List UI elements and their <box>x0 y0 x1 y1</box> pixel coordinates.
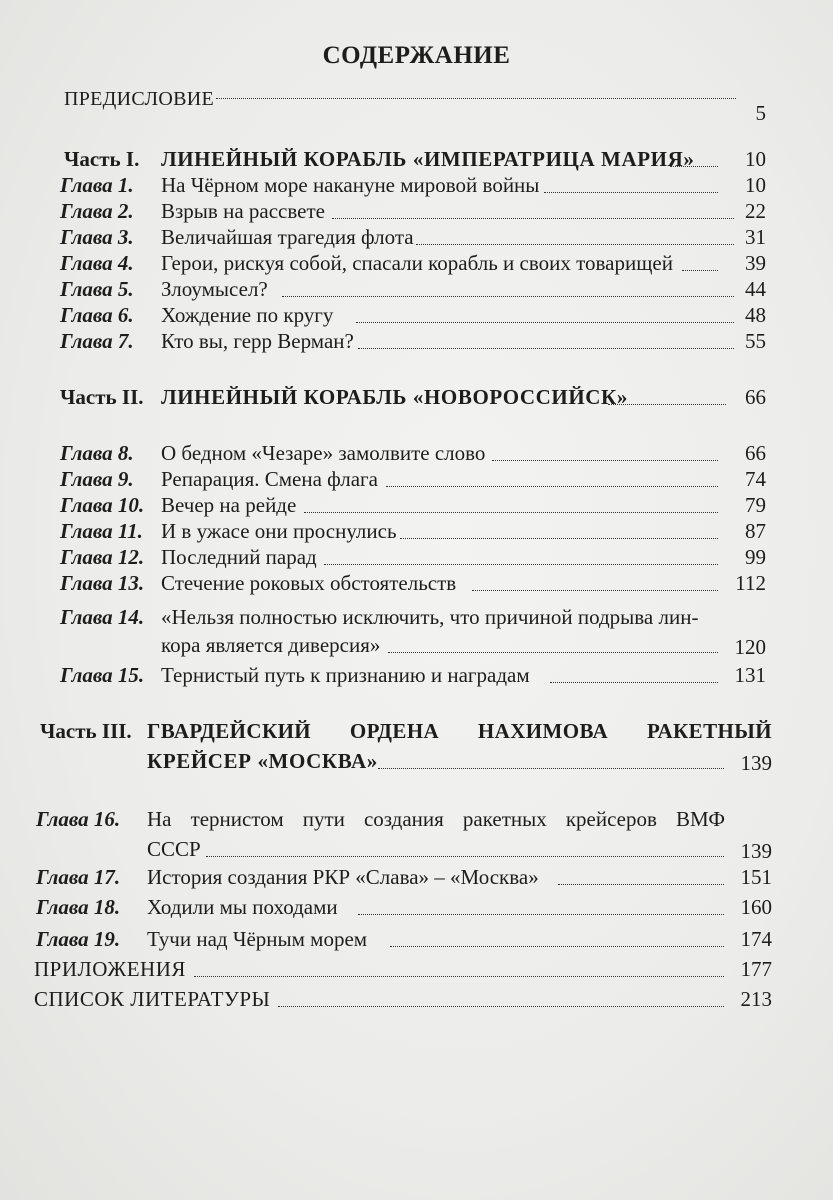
toc-chapter <box>60 492 766 520</box>
chapter-title: О бедном «Чезаре» замолвите слово <box>161 441 486 465</box>
chapter-title: Злоумысел? <box>161 277 268 301</box>
chapter-page: 174 <box>740 927 772 951</box>
dot-leader <box>216 98 736 99</box>
chapter-page: 74 <box>745 467 766 491</box>
toc-preface-title: ПРЕДИСЛОВИЕ <box>64 88 215 110</box>
chapter-label: Глава 12. <box>60 545 145 569</box>
part-label: Часть III. <box>40 719 132 743</box>
part-title-word: НАХИМОВА <box>477 719 609 743</box>
part-label: Часть II. <box>60 385 144 409</box>
chapter-title: Стечение роковых обстоятельств <box>161 571 457 595</box>
chapter-title: Вечер на рейде <box>161 493 297 517</box>
chapter-label: Глава 16. <box>36 807 121 831</box>
chapter-title-line1 <box>147 806 725 832</box>
toc-appendices <box>34 956 772 984</box>
toc-chapter <box>60 250 766 278</box>
part-page: 66 <box>745 385 766 409</box>
chapter-label: Глава 4. <box>60 251 134 275</box>
chapter-title: Репарация. Смена флага <box>161 467 378 491</box>
toc-chapter <box>60 466 766 494</box>
chapter-title: Взрыв на рассвете <box>161 199 325 223</box>
chapter-label: Глава 18. <box>36 895 121 919</box>
toc-chapter <box>60 518 766 546</box>
toc-chapter <box>60 328 766 356</box>
dot-leader <box>400 538 718 539</box>
toc-chapter <box>60 544 766 572</box>
toc-chapter <box>60 662 766 690</box>
part-page: 139 <box>740 751 772 775</box>
toc-chapter <box>60 302 766 330</box>
dot-leader <box>282 296 734 297</box>
dot-leader <box>492 460 718 461</box>
chapter-label: Глава 5. <box>60 277 134 301</box>
chapter-page: 48 <box>745 303 766 327</box>
dot-leader <box>682 270 718 271</box>
chapter-page: 120 <box>734 635 766 659</box>
part-title: ЛИНЕЙНЫЙ КОРАБЛЬ «НОВОРОССИЙСК» <box>161 385 628 409</box>
chapter-label: Глава 9. <box>60 467 134 491</box>
chapter-title-word: пути <box>302 807 345 831</box>
page-title: СОДЕРЖАНИЕ <box>322 42 511 69</box>
chapter-title: История создания РКР «Слава» – «Москва» <box>147 865 539 889</box>
toc-part <box>60 384 766 412</box>
toc-chapter <box>36 864 772 892</box>
toc-chapter <box>36 926 772 954</box>
dot-leader <box>416 244 734 245</box>
chapter-page: 55 <box>745 329 766 353</box>
part-page: 10 <box>745 147 766 171</box>
toc-chapter <box>60 570 766 598</box>
chapter-label: Глава 8. <box>60 441 134 465</box>
toc-chapter <box>60 276 766 304</box>
chapter-title: Тучи над Чёрным морем <box>147 927 368 951</box>
chapter-label: Глава 19. <box>36 927 121 951</box>
dot-leader <box>378 768 724 769</box>
chapter-page: 160 <box>740 895 772 919</box>
toc-chapter <box>60 198 766 226</box>
chapter-title: Герои, рискуя собой, спасали корабль и своих товарищей <box>161 251 673 275</box>
chapter-title: И в ужасе они проснулись <box>161 519 397 543</box>
chapter-title-line2: кора является диверсия» <box>161 633 381 657</box>
chapter-page: 79 <box>745 493 766 517</box>
dot-leader <box>358 914 724 915</box>
chapter-label: Глава 17. <box>36 865 121 889</box>
chapter-page: 87 <box>745 519 766 543</box>
chapter-title: Ходили мы походами <box>147 895 338 919</box>
dot-leader <box>550 682 718 683</box>
chapter-page: 99 <box>745 545 766 569</box>
chapter-title-line1: «Нельзя полностью исключить, что причиной подрыва лин- <box>161 605 699 629</box>
chapter-label: Глава 7. <box>60 329 134 353</box>
dot-leader <box>472 590 718 591</box>
toc-chapter <box>60 440 766 468</box>
dot-leader <box>558 884 724 885</box>
toc-preface-page: 5 <box>755 101 766 125</box>
part-label: Часть I. <box>64 147 140 171</box>
chapter-page: 10 <box>745 173 766 197</box>
chapter-title-word: тернистом <box>190 807 284 831</box>
chapter-page: 22 <box>745 199 766 223</box>
toc-chapter <box>60 224 766 252</box>
chapter-title-word: ВМФ <box>675 807 725 831</box>
toc-chapter-multiline <box>36 806 772 862</box>
chapter-label: Глава 15. <box>60 663 145 687</box>
chapter-title: Последний парад <box>161 545 317 569</box>
part-title-line1 <box>147 718 772 744</box>
chapter-page: 139 <box>740 839 772 863</box>
dot-leader <box>194 976 724 977</box>
chapter-title-word: создания <box>363 807 444 831</box>
chapter-label: Глава 13. <box>60 571 145 595</box>
chapter-title-word: ракетных <box>462 807 547 831</box>
dot-leader <box>670 166 718 167</box>
part-title-line2: КРЕЙСЕР «МОСКВА» <box>147 749 378 773</box>
toc-preface <box>64 86 766 125</box>
chapter-page: 112 <box>735 571 766 595</box>
dot-leader <box>544 192 718 193</box>
chapter-page: 66 <box>745 441 766 465</box>
toc-chapter-multiline <box>60 604 766 660</box>
toc-bibliography <box>34 986 772 1014</box>
dot-leader <box>324 564 718 565</box>
toc-appendices-page: 177 <box>740 957 772 981</box>
toc-part-multiline <box>40 718 772 774</box>
dot-leader <box>206 856 724 857</box>
chapter-page: 151 <box>740 865 772 889</box>
chapter-title-word: На <box>147 807 172 831</box>
chapter-title: Тернистый путь к признанию и наградам <box>161 663 530 687</box>
chapter-title-word: крейсеров <box>565 807 657 831</box>
chapter-label: Глава 1. <box>60 173 134 197</box>
chapter-title: На Чёрном море накануне мировой войны <box>161 173 540 197</box>
chapter-label: Глава 3. <box>60 225 134 249</box>
part-title-word: ГВАРДЕЙСКИЙ <box>147 719 312 743</box>
dot-leader <box>390 946 724 947</box>
chapter-title: Величайшая трагедия флота <box>161 225 414 249</box>
chapter-label: Глава 14. <box>60 605 145 629</box>
dot-leader <box>358 348 734 349</box>
toc-chapter <box>60 172 766 200</box>
dot-leader <box>332 218 734 219</box>
dot-leader <box>278 1006 724 1007</box>
chapter-title: Кто вы, герр Верман? <box>161 329 354 353</box>
chapter-label: Глава 10. <box>60 493 145 517</box>
chapter-label: Глава 6. <box>60 303 134 327</box>
dot-leader <box>608 404 726 405</box>
chapter-page: 44 <box>745 277 766 301</box>
dot-leader <box>386 486 718 487</box>
chapter-page: 131 <box>734 663 766 687</box>
part-title: ЛИНЕЙНЫЙ КОРАБЛЬ «ИМПЕРАТРИЦА МАРИЯ» <box>161 147 695 171</box>
chapter-label: Глава 11. <box>60 519 143 543</box>
toc-part <box>64 146 766 174</box>
chapter-label: Глава 2. <box>60 199 134 223</box>
chapter-page: 39 <box>745 251 766 275</box>
toc-chapter <box>36 894 772 922</box>
dot-leader <box>388 652 718 653</box>
chapter-title: Хождение по кругу <box>161 303 334 327</box>
toc-bibliography-title: СПИСОК ЛИТЕРАТУРЫ <box>34 987 271 1011</box>
chapter-title-line2: СССР <box>147 837 201 861</box>
dot-leader <box>304 512 718 513</box>
chapter-page: 31 <box>745 225 766 249</box>
toc-appendices-title: ПРИЛОЖЕНИЯ <box>34 957 186 981</box>
part-title-word: РАКЕТНЫЙ <box>646 719 772 743</box>
toc-bibliography-page: 213 <box>740 987 772 1011</box>
dot-leader <box>356 322 734 323</box>
part-title-word: ОРДЕНА <box>349 719 440 743</box>
